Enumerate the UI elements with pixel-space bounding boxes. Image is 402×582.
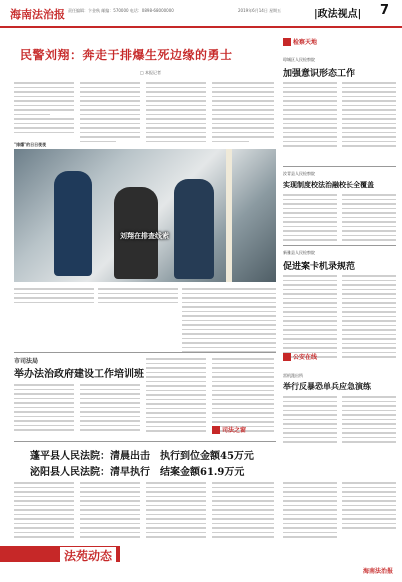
editor-info: 责任编辑：卞金秋 邮编：570000 电话：0898-68000000 bbox=[68, 8, 174, 13]
story-body bbox=[342, 194, 396, 244]
story-body bbox=[14, 482, 74, 541]
photo-figure bbox=[174, 179, 214, 279]
story-body bbox=[342, 482, 396, 532]
story-headline: 实现制度校法治融校长全覆盖 bbox=[283, 180, 374, 189]
section-tag-public-security: 公安在线 bbox=[283, 352, 317, 361]
main-headline: 民警刘翔：奔走于排爆生死边缘的勇士 bbox=[20, 48, 233, 62]
story-body bbox=[80, 384, 140, 434]
page-header bbox=[0, 0, 402, 28]
story-kicker: 市司法局 bbox=[14, 358, 39, 365]
story-kicker: 雷机派出所 bbox=[283, 373, 303, 378]
photo-figure bbox=[54, 171, 92, 276]
page-number: 7 bbox=[380, 3, 390, 18]
story-kicker: 汝青县人民检察院 bbox=[283, 171, 315, 176]
section-title: |政法视点| bbox=[314, 9, 362, 20]
byline: □ 本报记者 bbox=[140, 70, 162, 75]
story-headline: 加强意识形态工作 bbox=[283, 69, 356, 79]
story-body bbox=[212, 358, 274, 435]
section-tag-procuratorate: 检察天地 bbox=[283, 37, 317, 46]
story-body bbox=[342, 82, 396, 150]
photo-pole bbox=[226, 149, 232, 282]
square-icon bbox=[283, 353, 291, 361]
divider bbox=[283, 245, 396, 246]
story-headline: 举办法治政府建设工作培训班 bbox=[14, 369, 144, 380]
body-text-col-2 bbox=[80, 82, 140, 145]
story-headline: 促进案卡机录规范 bbox=[283, 262, 356, 272]
story-headline: 举行反暴恐单兵应急演练 bbox=[283, 381, 371, 391]
photo-caption: 刘翔在排查线索 bbox=[120, 232, 169, 240]
divider bbox=[283, 166, 396, 167]
news-photo bbox=[14, 149, 276, 282]
body-text-col-4 bbox=[212, 82, 274, 145]
divider bbox=[14, 441, 276, 442]
story-body bbox=[283, 482, 337, 541]
court-headline-1: 蓬平县人民法院：清晨出击 执行到位金额45万元 bbox=[30, 451, 254, 462]
subhead: "排爆"的日日夜夜 bbox=[14, 142, 47, 147]
divider bbox=[14, 352, 276, 353]
masthead-logo: 海南法治报 bbox=[10, 8, 65, 21]
body-text-after-photo-1 bbox=[14, 288, 94, 306]
square-icon bbox=[212, 426, 220, 434]
story-body bbox=[14, 384, 74, 434]
body-text-after-photo-2 bbox=[98, 288, 178, 306]
story-body bbox=[283, 396, 337, 446]
story-body bbox=[342, 396, 396, 446]
story-body bbox=[342, 275, 396, 361]
story-body bbox=[283, 194, 337, 244]
body-text-col-1 bbox=[14, 82, 74, 136]
square-icon bbox=[283, 38, 291, 46]
story-body bbox=[146, 358, 206, 435]
body-text-col-3 bbox=[146, 82, 206, 145]
story-kicker: 新雅县人民检察院 bbox=[283, 250, 315, 255]
story-body bbox=[283, 275, 337, 361]
court-headline-2: 泌阳县人民法院：清早执行 结案金额61.9万元 bbox=[30, 467, 245, 478]
story-body bbox=[80, 482, 140, 541]
body-text-after-photo-3 bbox=[182, 288, 276, 356]
story-body bbox=[212, 482, 274, 541]
footer-logo: 海南法治报 bbox=[363, 568, 394, 575]
issue-date: 2019年6月14日 星期五 bbox=[238, 8, 282, 13]
story-kicker: 琼城区人民检察院 bbox=[283, 57, 315, 62]
banner-label: 法苑动态 bbox=[60, 547, 116, 564]
story-body bbox=[146, 482, 206, 541]
story-body bbox=[283, 82, 337, 150]
section-tag-justice: 司法之窗 bbox=[212, 425, 246, 434]
